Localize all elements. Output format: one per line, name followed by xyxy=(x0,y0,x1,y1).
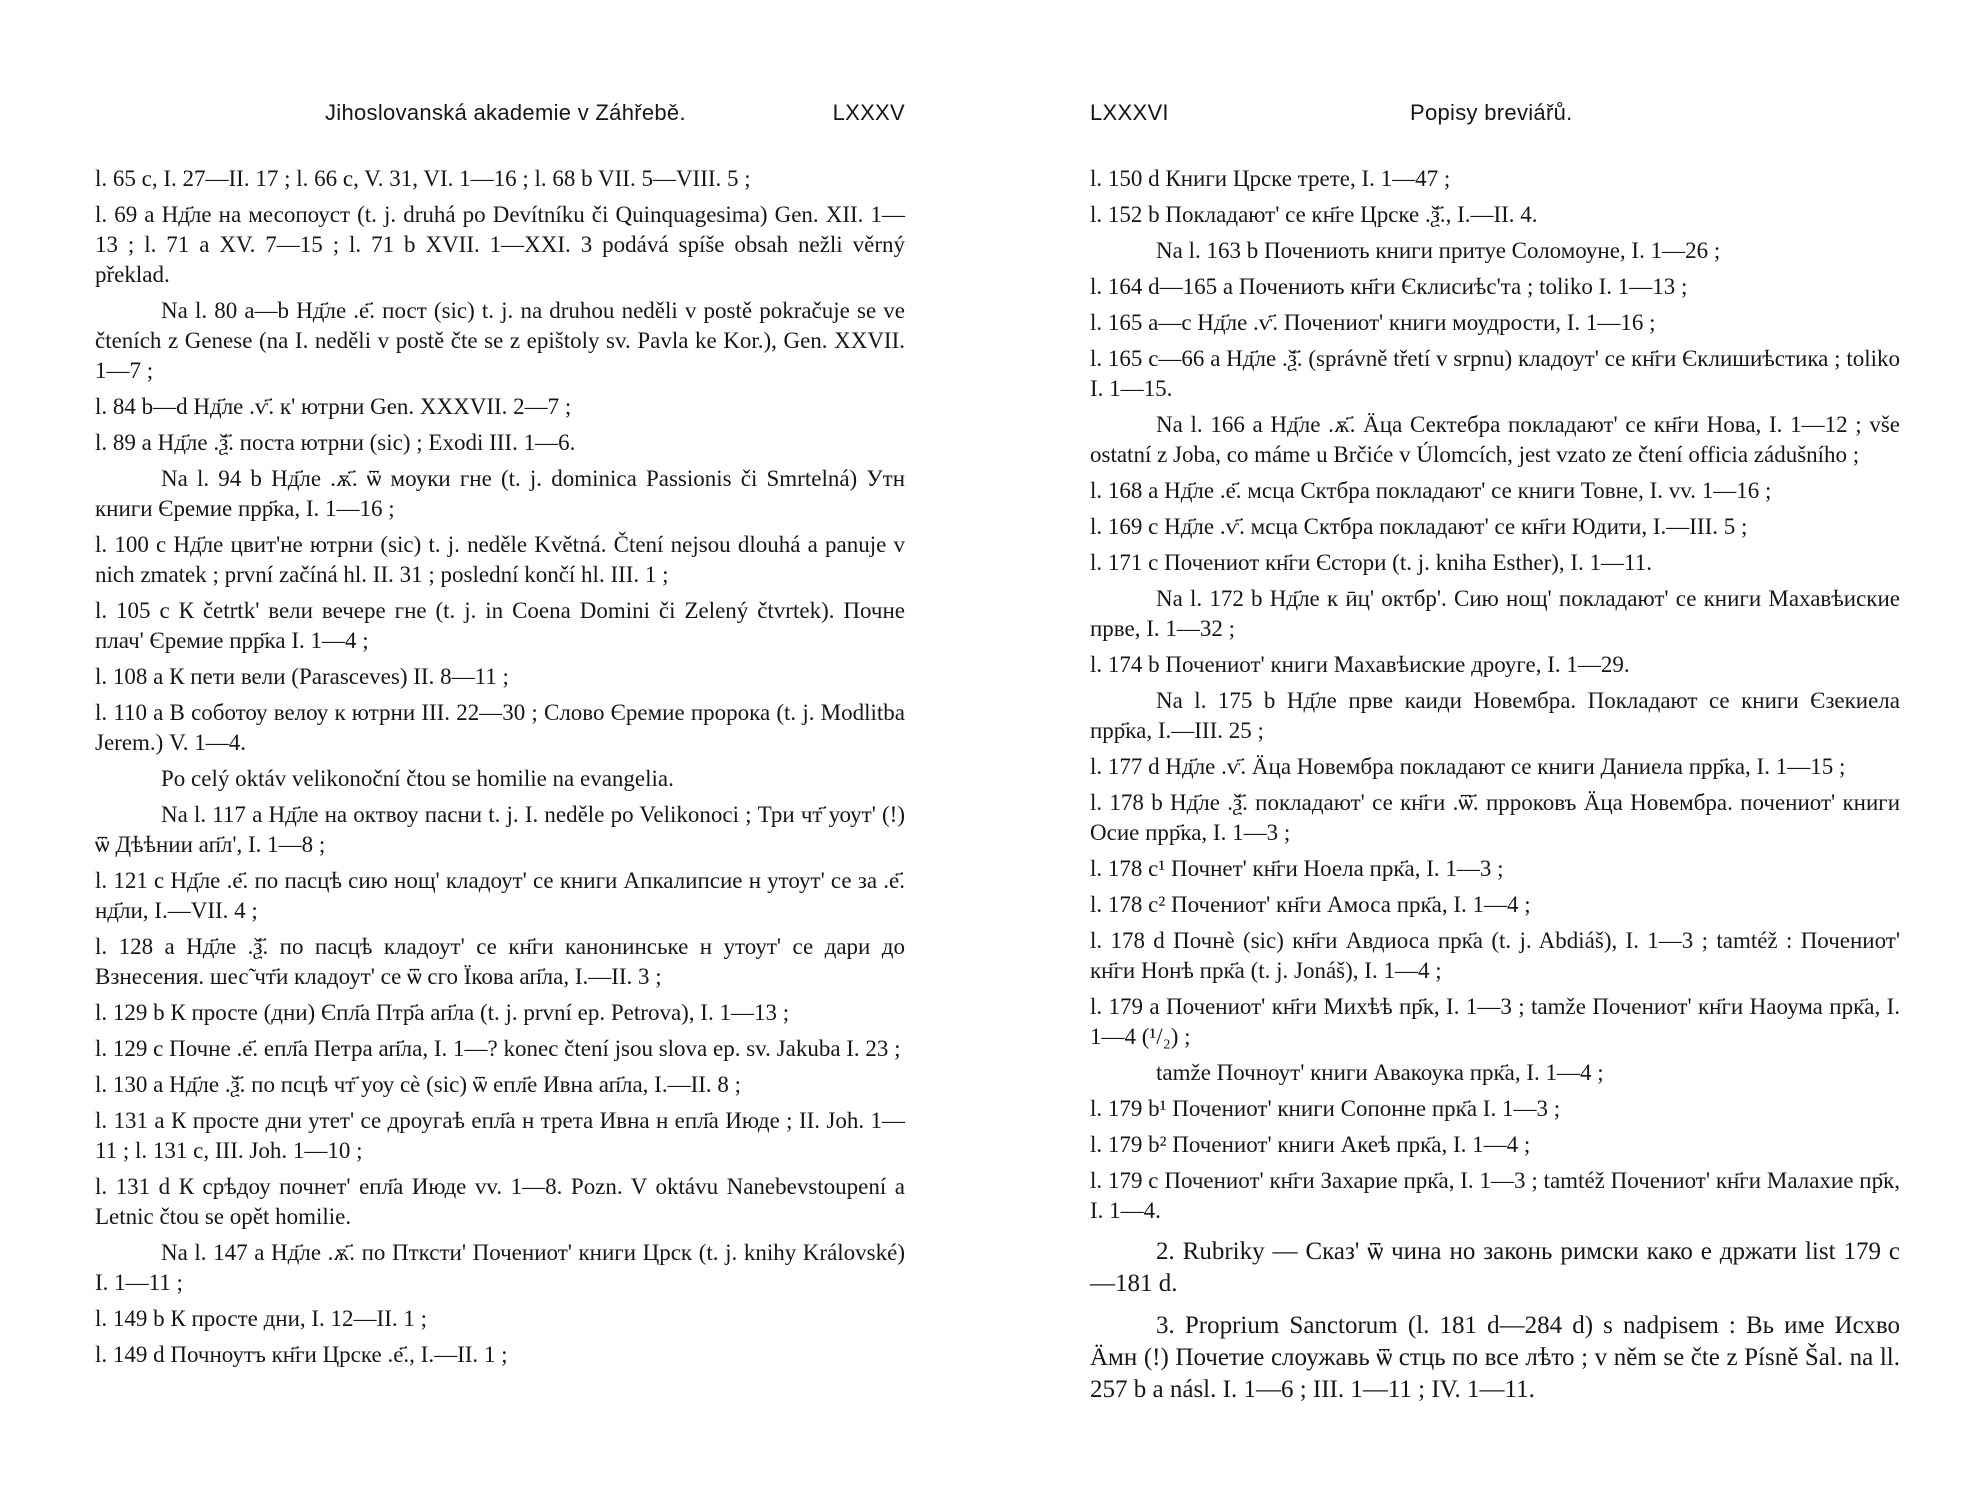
right-paragraph-2: l. 152 b Покладают' се кн҃ге Црске .ѯ҃., I.—II. 4. xyxy=(1090,202,1538,227)
right-paragraph-14: l. 177 d Нд҃ле .ѵ҃. Ӓца Новембра покладают се книги Даниела прр҃ка, I. 1—15 ; xyxy=(1090,754,1846,779)
right-paragraph-20: tamže Почноут' книги Авакоука прк҃а, I. 1—4 ; xyxy=(1156,1060,1604,1085)
right-paragraph-16: l. 178 c¹ Почнет' кн҃ги Ноела прк҃а, I. 1—3 ; xyxy=(1090,856,1504,881)
right-paragraph-19: l. 179 a Почениот' кн҃ги Михѣѣ пр҃к, I. 1—3 ; tamže Почениот' кн҃ги Наоума прк҃а, I. 1—4 (¹/₂) ; xyxy=(1090,994,1900,1049)
left-paragraph-15: l. 129 b К просте (дни) Єпл҃а Птр҃а ап҃ла (t. j. první ep. Petrova), I. 1—13 ; xyxy=(95,1000,790,1025)
left-page xyxy=(95,100,905,1460)
right-paragraph-4: l. 164 d—165 a Почениоть кн҃ги Єклисиѣс'та ; toliko I. 1—13 ; xyxy=(1090,274,1688,299)
left-paragraph-12: Na l. 117 a Нд҃ле на октвоу пасни t. j. I. neděle po Velikonoci ; Три чт҃ уоут' (!) ѿ Дѣѣнии ап҃л', I. 1—8 ; xyxy=(95,802,905,857)
left-paragraph-9: l. 108 a К пети вели (Parasceves) II. 8—11 ; xyxy=(95,664,509,689)
right-running-head xyxy=(1090,100,1900,134)
left-paragraph-1: l. 65 c, I. 27—II. 17 ; l. 66 c, V. 31, VI. 1—16 ; l. 68 b VII. 5—VIII. 5 ; xyxy=(95,166,751,191)
left-page-number: LXXXV xyxy=(832,100,905,125)
left-paragraph-17: l. 130 a Нд҃ле .ѯ҃. по псцѣ чт҃ уоу сѐ (sic) ѿ епл҃е Ивна ап҃ла, I.—II. 8 ; xyxy=(95,1072,742,1097)
left-paragraph-14: l. 128 a Нд҃ле .ѯ҃. по пасцѣ кладоут' се кн҃ги канонинське н утоут' се дари до Взнесения. шес̃ чт҃и кладоут' се ѿ сго Їкова ап҃ла, I.—II. 3 ; xyxy=(95,934,905,989)
right-paragraph-12: l. 174 b Почениот' книги Махавѣиские дроуге, I. 1—29. xyxy=(1090,652,1630,677)
left-paragraph-2: l. 69 a Нд҃ле на месопоуст (t. j. druhá po Devítníku či Quinquagesima) Gen. XII. 1—13 ; l. 71 a XV. 7—15 ; l. 71 b XVII. 1—XXI. 3 podává spíše obsah nežli věrný překlad. xyxy=(95,202,905,287)
right-paragraph-15: l. 178 b Нд҃ле .ѯ҃. покладают' се кн҃ги .ѿ҃. прроковъ Ӓца Новембра. почениот' книги Осие прр҃ка, I. 1—3 ; xyxy=(1090,790,1900,845)
right-paragraph-1: l. 150 d Книги Црске трете, I. 1—47 ; xyxy=(1090,166,1451,191)
left-paragraph-16: l. 129 c Почне .е҃. епл҃а Петра ап҃ла, I. 1—? konec čtení jsou slova ep. sv. Jakuba I. 23 ; xyxy=(95,1036,901,1061)
left-paragraph-6: Na l. 94 b Нд҃ле .ѫ҃. ѿ моуки гне (t. j. dominica Passionis či Smrtelná) Утн книги Єремие прр҃ка, I. 1—16 ; xyxy=(95,466,905,521)
right-paragraph-5: l. 165 a—c Нд҃ле .ѵ҃. Почениот' книги моудрости, I. 1—16 ; xyxy=(1090,310,1656,335)
left-paragraph-4: l. 84 b—d Нд҃ле .ѵ҃. к' ютрни Gen. XXXVII. 2—7 ; xyxy=(95,394,572,419)
right-paragraph-proprium: 3. Proprium Sanctorum (l. 181 d—284 d) s nadpisem : Вь име Исхво Ӓмн (!) Почетие слоужавь ѿ стць по все лѣто ; v něm se čte z Písně Šal. na ll. 257 b a násl. I. 1—6 ; III. 1—11 ; IV. 1—11. xyxy=(1090,1312,1900,1403)
left-paragraph-22: l. 149 d Почноутъ кн҃ги Црске .е҃., I.—II. 1 ; xyxy=(95,1342,508,1367)
right-paragraph-17: l. 178 c² Почениот' кн҃ги Амоса прк҃а, I. 1—4 ; xyxy=(1090,892,1531,917)
right-page xyxy=(1090,100,1900,1460)
left-paragraph-20: Na l. 147 a Нд҃ле .ѫ҃. по Птксти' Почениот' книги Црск (t. j. knihy Královské) I. 1—11 ; xyxy=(95,1240,905,1295)
left-body-text xyxy=(95,164,905,1370)
left-paragraph-8: l. 105 c К četrtk' вели вечере гне (t. j. in Coena Domini či Zelený čtvrtek). Почне плач' Єремие прр҃ка I. 1—4 ; xyxy=(95,598,905,653)
right-running-title: Popisy breviářů. xyxy=(1410,100,1573,125)
right-paragraph-9: l. 169 c Нд҃ле .ѵ҃. мсца Сктбра покладают' се кн҃ги Юдити, I.—III. 5 ; xyxy=(1090,514,1748,539)
right-paragraph-11: Na l. 172 b Нд҃ле к ӣц' октбр'. Сию нощ' покладают' се книги Махавѣиские прве, I. 1—32 ; xyxy=(1090,586,1900,641)
left-running-title: Jihoslovanská akademie v Záhřebě. xyxy=(325,100,686,125)
right-paragraph-18: l. 178 d Почнѐ (sic) кн҃ги Авдиоса прк҃а (t. j. Abdiáš), I. 1—3 ; tamtéž : Почениот' кн҃ги Нонѣ прк҃а (t. j. Jonáš), I. 1—4 ; xyxy=(1090,928,1900,983)
right-paragraph-rubriky: 2. Rubriky — Сказ' ѿ чина но законь римски како е држати list 179 c—181 d. xyxy=(1090,1238,1900,1297)
right-page-number: LXXXVI xyxy=(1090,100,1169,125)
right-paragraph-8: l. 168 a Нд҃ле .е҃. мсца Сктбра покладают' се книги Товне, I. vv. 1—16 ; xyxy=(1090,478,1772,503)
right-paragraph-22: l. 179 b² Почениот' книги Акеѣ прк҃а, I. 1—4 ; xyxy=(1090,1132,1531,1157)
right-paragraph-21: l. 179 b¹ Почениот' книги Сопонне прк҃а I. 1—3 ; xyxy=(1090,1096,1561,1121)
right-body-text xyxy=(1090,164,1900,1406)
left-paragraph-3: Na l. 80 a—b Нд҃ле .е҃. пост (sic) t. j. na druhou neděli v postě pokračuje se ve čteních z Genese (na I. neděli v postě čte se z epištoly sv. Pavla ke Kor.), Gen. XXVII. 1—7 ; xyxy=(95,298,905,383)
right-paragraph-7: Na l. 166 a Нд҃ле .ѫ҃. Ӓца Сектебра покладают' се кн҃ги Нова, I. 1—12 ; vše ostatní z Joba, co máme u Brčiće v Úlomcích, jest vzato ze čtení officia zádušního ; xyxy=(1090,412,1900,467)
left-running-head xyxy=(95,100,905,134)
left-paragraph-18: l. 131 a К просте дни утет' се дроугаѣ епл҃а н трета Ивна н епл҃а Июде ; II. Joh. 1—11 ; l. 131 c, III. Joh. 1—10 ; xyxy=(95,1108,905,1163)
left-paragraph-5: l. 89 a Нд҃ле .ѯ҃. поста ютрни (sic) ; Exodi III. 1—6. xyxy=(95,430,576,455)
left-paragraph-7: l. 100 c Нд҃ле цвит'не ютрни (sic) t. j. neděle Květná. Čtení nejsou dlouhá a panuje v nich zmatek ; první začíná hl. II. 31 ; poslední končí hl. III. 1 ; xyxy=(95,532,905,587)
left-paragraph-13: l. 121 c Нд҃ле .е҃. по пасцѣ сию нощ' кладоут' се книги Апкалипсие н утоут' се за .е҃. нд҃ли, I.—VII. 4 ; xyxy=(95,868,905,923)
left-paragraph-21: l. 149 b К просте дни, I. 12—II. 1 ; xyxy=(95,1306,428,1331)
right-paragraph-23: l. 179 c Почениот' кн҃ги Захарие прк҃а, I. 1—3 ; tamtéž Почениот' кн҃ги Малахие пр҃к, I. 1—4. xyxy=(1090,1168,1900,1223)
left-paragraph-19: l. 131 d К срѣдоу почнет' епл҃а Июде vv. 1—8. Pozn. V oktávu Nanebevstoupení a Letnic čtou se opět homilie. xyxy=(95,1174,905,1229)
right-paragraph-13: Na l. 175 b Нд҃ле прве каиди Новембра. Покладают се книги Єзекиела прр҃ка, I.—III. 25 ; xyxy=(1090,688,1900,743)
right-paragraph-10: l. 171 c Почениот кн҃ги Єстори (t. j. kniha Esther), I. 1—11. xyxy=(1090,550,1652,575)
right-paragraph-6: l. 165 c—66 a Нд҃ле .ѯ҃. (správně třetí v srpnu) кладоут' се кн҃ги Єклишиѣстика ; toliko I. 1—15. xyxy=(1090,346,1900,401)
left-paragraph-11: Po celý oktáv velikonoční čtou se homilie na evangelia. xyxy=(161,766,674,791)
left-paragraph-10: l. 110 a В соботоу велоу к ютрни III. 22—30 ; Слово Єремие пророка (t. j. Modlitba Jerem.) V. 1—4. xyxy=(95,700,905,755)
right-paragraph-3: Na l. 163 b Почениоть книги притуе Соломоуне, I. 1—26 ; xyxy=(1156,238,1721,263)
